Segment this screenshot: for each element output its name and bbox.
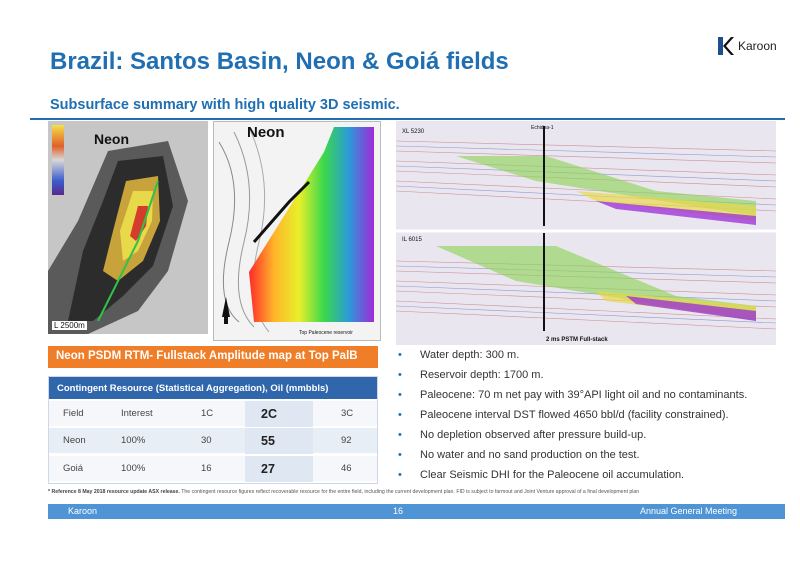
list-item: • Paleocene: 70 m net pay with 39°API light oil and no contaminants. [398,389,748,401]
bullet-icon: • [398,469,402,481]
karoon-logo [716,33,780,59]
karoon-logo-icon [716,35,734,57]
slide-title: Brazil: Santos Basin, Neon & Goiá fields [50,48,509,75]
logo-text: Karoon [738,39,777,53]
cell-interest: 100% [121,463,146,474]
list-item: • No water and no sand production on the test. [398,449,640,461]
footnote-text: The contingent resource figures reflect recoverable resource for the entire field, including the current development plan. FID is subject to farmout and Joint Venture approval of a final development plan [181,489,640,495]
col-3c: 3C [341,408,354,419]
bullet-icon: • [398,389,402,401]
table-title: Contingent Resource (Statistical Aggregation), Oil (mmbbls) [49,377,377,399]
seismic-bottom-label: IL 6015 [402,237,422,243]
cell-3c: 46 [341,463,352,474]
col-2c: 2C [261,406,277,421]
page-number: 16 [393,506,404,516]
bullet-icon: • [398,429,402,441]
cell-field: Goiá [63,463,84,474]
bullet-icon: • [398,369,402,381]
col-field: Field [63,408,84,419]
contingent-resource-table [48,376,378,484]
cell-field: Neon [63,435,86,446]
cell-2c: 55 [261,433,275,448]
seismic-well-label: Echidna-1 [531,125,554,131]
map1-label: Neon [94,131,129,147]
footnote-reference: * Reference 8 May 2018 resource update ASX release. [48,489,180,495]
map2-label: Neon [247,124,285,141]
cell-3c: 92 [341,435,352,446]
map2-caption: Top Paleocene reservoir [299,330,353,336]
cell-1c: 16 [201,463,212,474]
map1-scale: L 2500m [54,321,85,330]
seismic-top-label: XL 5230 [402,129,425,135]
table-row [49,427,377,453]
col-interest: Interest [121,408,153,419]
seismic-sections-image [396,121,776,345]
bullet-icon: • [398,409,402,421]
table-header-row [49,400,377,426]
footer-event: Annual General Meeting [639,506,737,516]
table-row [49,455,377,481]
seismic-caption: 2 ms PSTM Full-stack [546,337,608,343]
title-divider [30,118,785,120]
cell-1c: 30 [201,435,212,446]
list-item: • No depletion observed after pressure build-up. [398,429,647,441]
bullet-icon: • [398,449,402,461]
amplitude-map-image [48,121,208,334]
cell-interest: 100% [121,435,146,446]
list-item: • Water depth: 300 m. [398,349,520,361]
slide-subtitle: Subsurface summary with high quality 3D seismic. [50,97,400,113]
list-item: • Paleocene interval DST flowed 4650 bbl/d (facility constrained). [398,409,729,421]
col-1c: 1C [201,408,214,419]
bullet-icon: • [398,349,402,361]
footer-company: Karoon [68,506,98,516]
footer-bar [48,504,785,519]
cell-2c: 27 [261,461,275,476]
footnote [48,489,639,495]
map-caption: Neon PSDM RTM- Fullstack Amplitude map at Top PalB [48,346,378,368]
list-item: • Clear Seismic DHI for the Paleocene oil accumulation. [398,469,685,481]
depth-structure-map-image [213,121,381,341]
list-item: • Reservoir depth: 1700 m. [398,369,544,381]
